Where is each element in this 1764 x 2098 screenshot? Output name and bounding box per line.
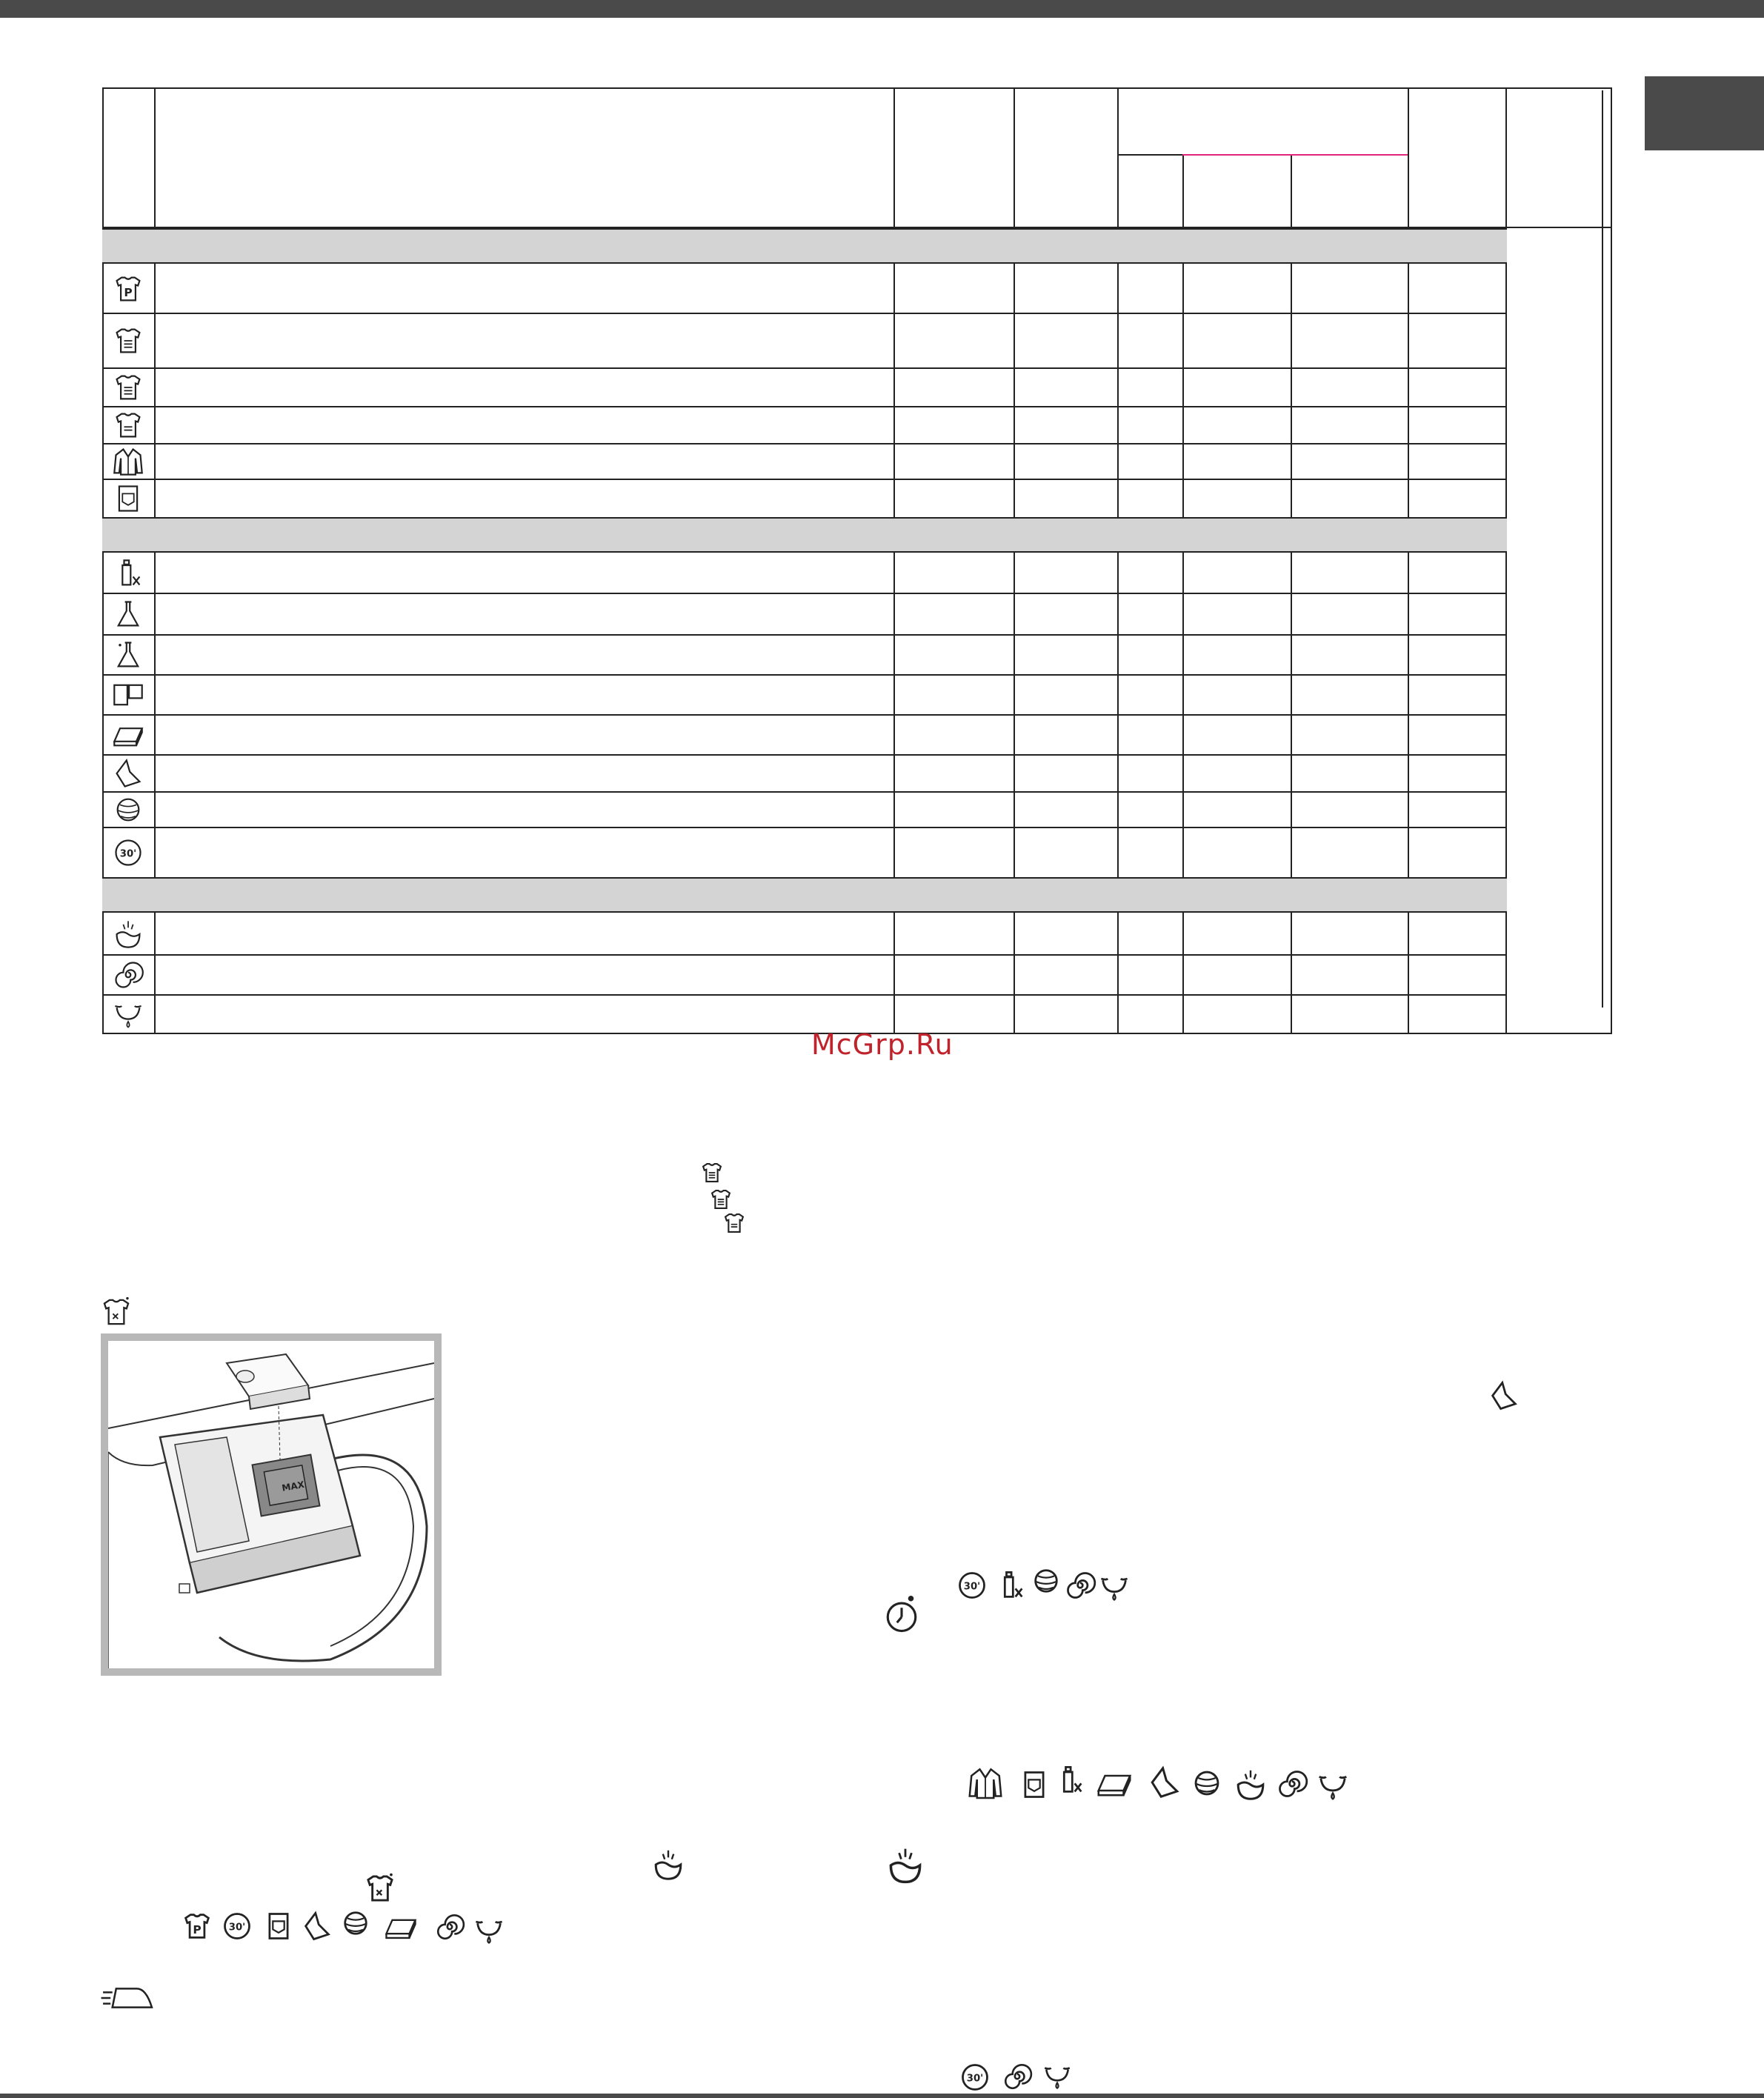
row-line: [102, 994, 1507, 996]
stain-shirt-icon: [363, 1871, 397, 1905]
row-line: [102, 593, 1507, 594]
wool-icon: [339, 1907, 372, 1939]
rinse-icon: [1233, 1766, 1268, 1803]
baby-bottle-icon: [994, 1569, 1027, 1602]
program-p-icon: [104, 265, 153, 313]
section-header-band: [102, 228, 1507, 264]
flask-dot-icon: [104, 636, 153, 674]
drain-icon: [473, 1913, 505, 1947]
silk-icon: [104, 756, 153, 791]
row-line: [102, 479, 1507, 480]
svg-text:30': 30': [119, 848, 137, 860]
cotton-shirt-icon: [104, 369, 153, 406]
svg-text:30': 30': [966, 2073, 984, 2085]
top-bar: [0, 0, 1764, 18]
stain-shirt-icon: [99, 1295, 133, 1329]
spin-icon: [1276, 1768, 1308, 1800]
silk-icon: [1147, 1765, 1182, 1800]
duvet-icon: [381, 1910, 421, 1944]
mix30-icon: [104, 828, 153, 877]
cotton-shirt-icon: [722, 1210, 747, 1236]
section-header-band: [102, 517, 1507, 553]
drain-icon: [1042, 2059, 1073, 2092]
row-line: [102, 754, 1507, 756]
cotton-shirt-icon: [699, 1160, 725, 1185]
row-line: [102, 714, 1507, 716]
row-line: [102, 443, 1507, 444]
wool-icon: [104, 793, 153, 827]
duvet-icon: [1094, 1765, 1135, 1802]
spin-icon: [1002, 2061, 1033, 2092]
header-subline: [1117, 154, 1182, 156]
rinse-icon: [885, 1843, 926, 1888]
cotton-shirt-icon: [104, 407, 153, 443]
baby-bottle-icon: [1054, 1762, 1086, 1799]
mix30-icon: [221, 1910, 253, 1942]
cotton-shirt-icon: [104, 314, 153, 367]
watermark: McGrp.Ru: [811, 1028, 953, 1061]
row-line: [102, 367, 1507, 369]
drain-icon: [104, 996, 153, 1033]
spin-icon: [1064, 1569, 1096, 1602]
row-line: [102, 674, 1507, 676]
row-line: [102, 406, 1507, 407]
drain-icon: [1316, 1768, 1350, 1803]
duvet-icon: [104, 716, 153, 754]
delay-timer-icon: [883, 1593, 920, 1636]
flask-icon: [104, 594, 153, 634]
shirt-jacket-icon: [965, 1765, 1006, 1802]
row-line: [102, 827, 1507, 828]
spin-icon: [104, 956, 153, 994]
wool-icon: [1030, 1565, 1062, 1597]
cotton-shirt-icon: [708, 1187, 733, 1212]
rinse-icon: [104, 914, 153, 954]
svg-text:30': 30': [228, 1922, 246, 1934]
rinse-icon: [650, 1846, 686, 1883]
row-line: [102, 791, 1507, 793]
silk-icon: [1488, 1379, 1520, 1412]
program-p-icon: [181, 1910, 213, 1942]
svg-text:P: P: [193, 1922, 202, 1937]
mix30-icon: [959, 2061, 991, 2094]
svg-text:30': 30': [963, 1581, 981, 1593]
spin-icon: [434, 1911, 465, 1942]
bottom-rule: [0, 2094, 1764, 2098]
wool-icon: [1190, 1766, 1224, 1800]
shirt-jacket-icon: [104, 444, 153, 479]
row-line: [102, 634, 1507, 636]
detergent-drawer-illustration: [101, 1333, 442, 1676]
iron-icon: [99, 1982, 156, 2014]
drain-icon: [1098, 1571, 1131, 1603]
towels-icon: [104, 676, 153, 714]
jeans-pocket-icon: [104, 480, 153, 517]
svg-text:P: P: [124, 285, 133, 299]
section-header-band: [102, 877, 1507, 913]
drawer-drawing: [108, 1341, 434, 1668]
jeans-pocket-icon: [1018, 1766, 1051, 1803]
row-line: [102, 954, 1507, 956]
max-label: MAX: [281, 1479, 305, 1493]
header-subline-pink: [1182, 154, 1408, 156]
mix30-icon: [956, 1569, 988, 1602]
language-tab: [1645, 76, 1764, 150]
silk-icon: [301, 1910, 333, 1942]
row-line: [102, 313, 1507, 314]
jeans-pocket-icon: [262, 1910, 295, 1942]
baby-bottle-icon: [104, 554, 153, 593]
